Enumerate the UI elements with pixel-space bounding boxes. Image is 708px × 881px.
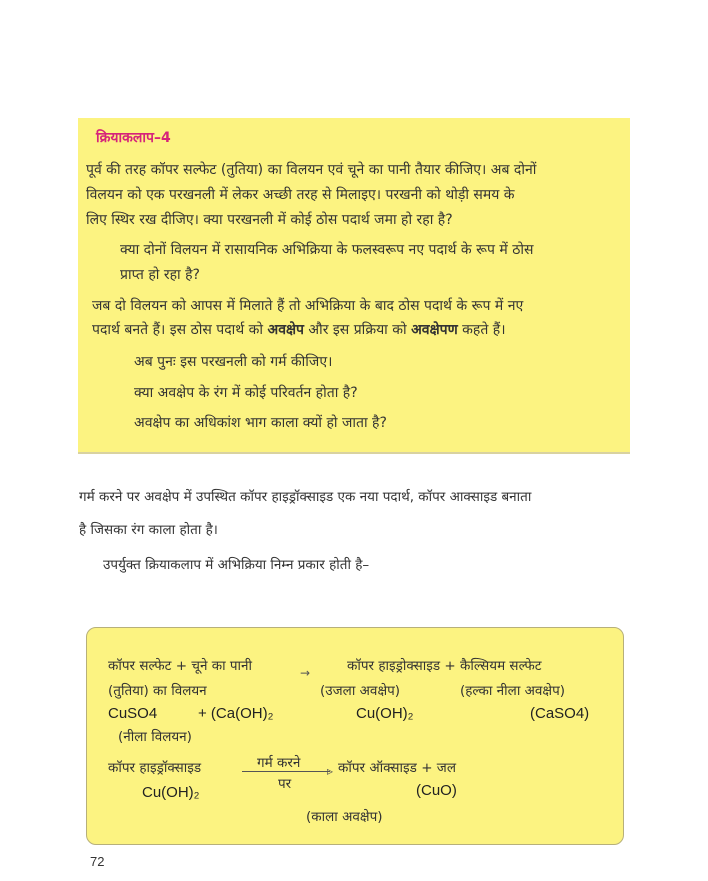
activity-text: विलयन को एक परखनली में लेकर अच्छी तरह से मिलाइए। परखनी को थोड़ी समय के: [86, 187, 515, 203]
equation-label: (तुतिया) का विलयन: [108, 683, 207, 699]
equation-label: (हल्का नीला अवक्षेप): [460, 683, 566, 699]
equation-products: कॉपर ऑक्साइड + जल: [338, 760, 456, 776]
term-precipitate: अवक्षेप: [267, 322, 304, 338]
activity-step: अवक्षेप का अधिकांश भाग काला क्यों हो जाता है?: [134, 415, 387, 431]
activity-step: क्या अवक्षेप के रंग में कोई परिवर्तन होता है?: [134, 385, 358, 401]
equation-reactants: कॉपर सल्फेट + चूने का पानी: [108, 658, 253, 674]
formula: Cu(OH)₂: [356, 705, 414, 722]
heat-arrow-line: [242, 771, 330, 772]
activity-text: लिए स्थिर रख दीजिए। क्या परखनली में कोई ठोस पदार्थ जमा हो रहा है?: [86, 212, 453, 228]
text-segment: कहते हैं।: [457, 322, 506, 338]
activity-text: [92, 320, 506, 340]
page-number: 72: [90, 854, 105, 869]
activity-text: जब दो विलयन को आपस में मिलाते हैं तो अभिक्रिया के बाद ठोस पदार्थ के रूप में नए: [92, 298, 524, 314]
text-segment: और इस प्रक्रिया को: [303, 322, 412, 338]
body-paragraph: उपर्युक्त क्रियाकलाप में अभिक्रिया निम्न प्रकार होती है–: [103, 557, 370, 573]
formula: CuSO4: [108, 705, 158, 722]
text-segment: पदार्थ बनते हैं। इस ठोस पदार्थ को: [92, 322, 268, 338]
activity-text: पूर्व की तरह कॉपर सल्फेट (तुतिया) का विलयन एवं चूने का पानी तैयार कीजिए। अब दोनों: [86, 162, 537, 178]
equation-label: (नीला विलयन): [118, 729, 192, 745]
activity-step: अब पुनः इस परखनली को गर्म कीजिए।: [134, 354, 333, 370]
body-paragraph: गर्म करने पर अवक्षेप में उपस्थित कॉपर हाइड्रॉक्साइड एक नया पदार्थ, कॉपर आक्साइड बनाता: [79, 489, 532, 505]
body-paragraph: है जिसका रंग काला होता है।: [79, 522, 218, 538]
heat-arrow-icon: ▹: [327, 764, 334, 778]
activity-question: प्राप्त हो रहा है?: [120, 267, 200, 283]
formula: (CaSO4): [530, 705, 590, 722]
equation-reactant: कॉपर हाइड्रॉक्साइड: [108, 760, 202, 776]
formula: Cu(OH)₂: [142, 784, 200, 801]
reaction-condition: गर्म करने: [257, 755, 301, 771]
reaction-arrow-icon: →: [300, 666, 311, 680]
reaction-condition: पर: [278, 776, 292, 792]
equation-label: (काला अवक्षेप): [306, 809, 383, 825]
activity-title: क्रियाकलाप–4: [96, 130, 171, 146]
equation-label: (उजला अवक्षेप): [320, 683, 401, 699]
equation-products: कॉपर हाइड्रोक्साइड + कैल्सियम सल्फेट: [347, 658, 542, 674]
term-precipitation: अवक्षेपण: [411, 322, 458, 338]
activity-question: क्या दोनों विलयन में रासायनिक अभिक्रिया के फलस्वरूप नए पदार्थ के रूप में ठोस: [120, 242, 534, 258]
formula: + (Ca(OH)₂: [198, 705, 274, 722]
formula: (CuO): [416, 782, 457, 799]
